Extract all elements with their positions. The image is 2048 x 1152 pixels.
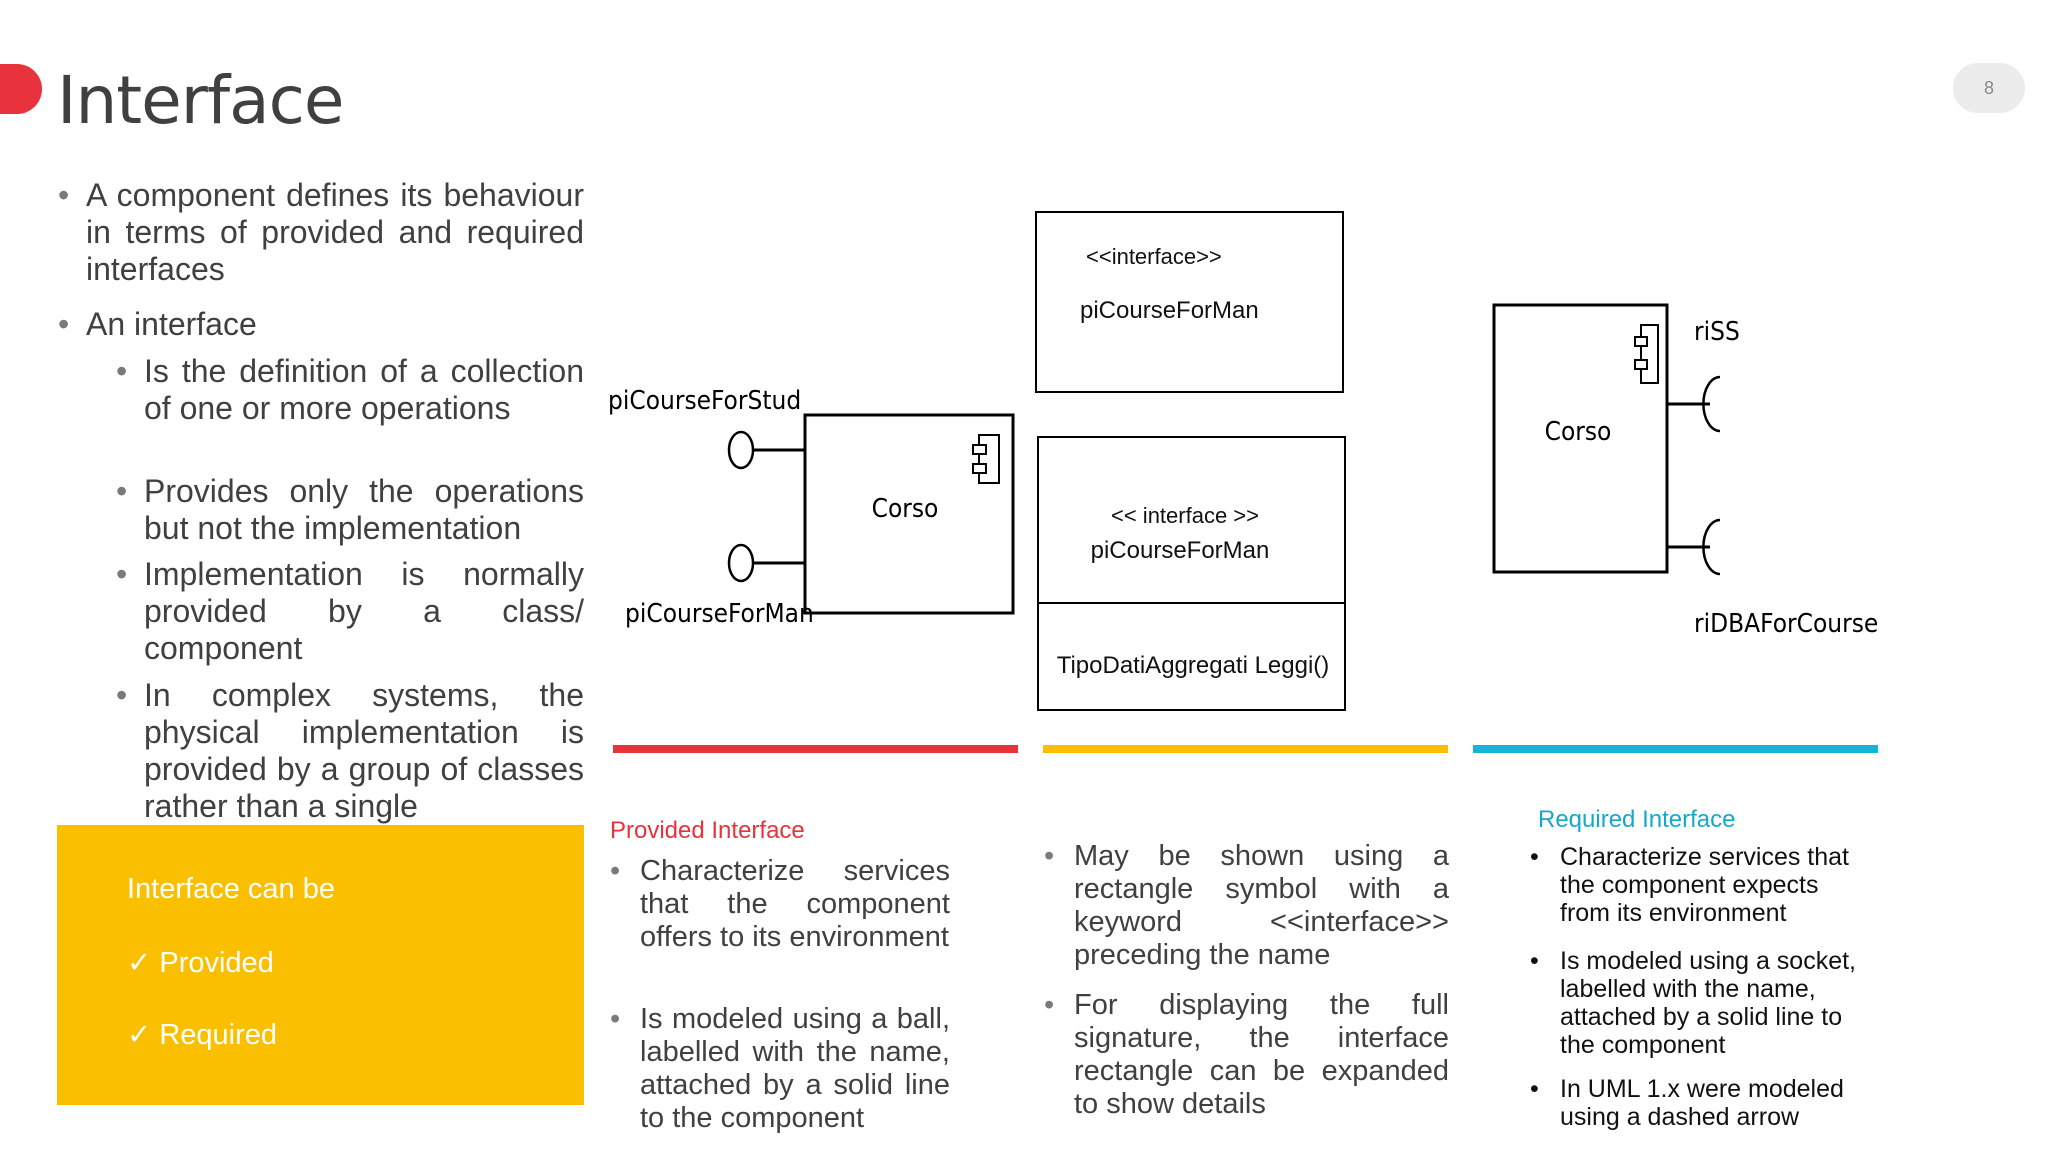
subbullet-implementation: • Implementation is normally provided by a class/ component [144, 556, 584, 667]
component-name: Corso [871, 494, 939, 524]
provided-interface-diagram [608, 386, 1013, 629]
rect-bullet-1: • May be shown using a rectangle symbol with a keyword <<interface>> preceding the name [1074, 840, 1449, 972]
provided-bullet-2: • Is modeled using a ball, labelled with the name, attached by a solid line to the component [640, 1003, 950, 1135]
provided-interface-heading: Provided Interface [610, 817, 805, 844]
iface-label-man: piCourseForMan [625, 599, 814, 629]
socket-label-bottom: riDBAForCourse [1694, 609, 1879, 639]
slide-title: Interface [57, 62, 344, 139]
bullet-component-defines: • A component defines its behaviour in terms of provided and required interfaces [86, 177, 584, 288]
component-icon [1635, 325, 1658, 383]
slide-number-badge: 8 [1953, 63, 2025, 113]
socket-label-top: riSS [1694, 317, 1740, 347]
expanded-name: piCourseForMan [1090, 537, 1270, 564]
rect-name: piCourseForMan [1080, 297, 1259, 324]
rect-bullet-2: • For displaying the full signature, the interface rectangle can be expanded to show details [1074, 989, 1449, 1121]
ball-icon [729, 432, 753, 468]
subbullet-definition: • Is the definition of a collection of one or more operations [144, 353, 584, 427]
rectangle-interface-diagram [1036, 212, 1345, 710]
required-interface-diagram [1494, 305, 1878, 639]
expanded-stereotype: << interface >> [1111, 503, 1259, 528]
callout-box [57, 825, 584, 1105]
divider-yellow [1043, 745, 1448, 753]
rect-stereotype: <<interface>> [1086, 244, 1222, 269]
callout-heading: Interface can be [127, 873, 335, 905]
divider-red [613, 745, 1018, 753]
divider-cyan [1473, 745, 1878, 753]
bullet-an-interface: • An interface [86, 306, 584, 343]
required-bullet-2: • Is modeled using a socket, labelled with the name, attached by a solid line to the component [1560, 947, 1860, 1059]
provided-bullet-1: • Characterize services that the component offers to its environment [640, 855, 950, 954]
callout-provided: ✓ Provided [127, 947, 274, 979]
required-interface-heading: Required Interface [1538, 806, 1736, 833]
callout-required: ✓ Required [127, 1019, 278, 1051]
iface-label-stud: piCourseForStud [608, 386, 802, 416]
component-name: Corso [1544, 417, 1612, 447]
subbullet-operations-only: • Provides only the operations but not the implementation [144, 473, 584, 547]
expanded-operation: TipoDatiAggregati Leggi() [1056, 652, 1330, 679]
required-bullet-3: • In UML 1.x were modeled using a dashed arrow [1560, 1075, 1860, 1131]
ball-icon [729, 545, 753, 581]
required-bullet-1: • Characterize services that the component expects from its environment [1560, 843, 1860, 927]
component-icon [973, 435, 999, 483]
subbullet-complex-systems: • In complex systems, the physical implementation is provided by a group of classes rather than a single [144, 677, 584, 825]
